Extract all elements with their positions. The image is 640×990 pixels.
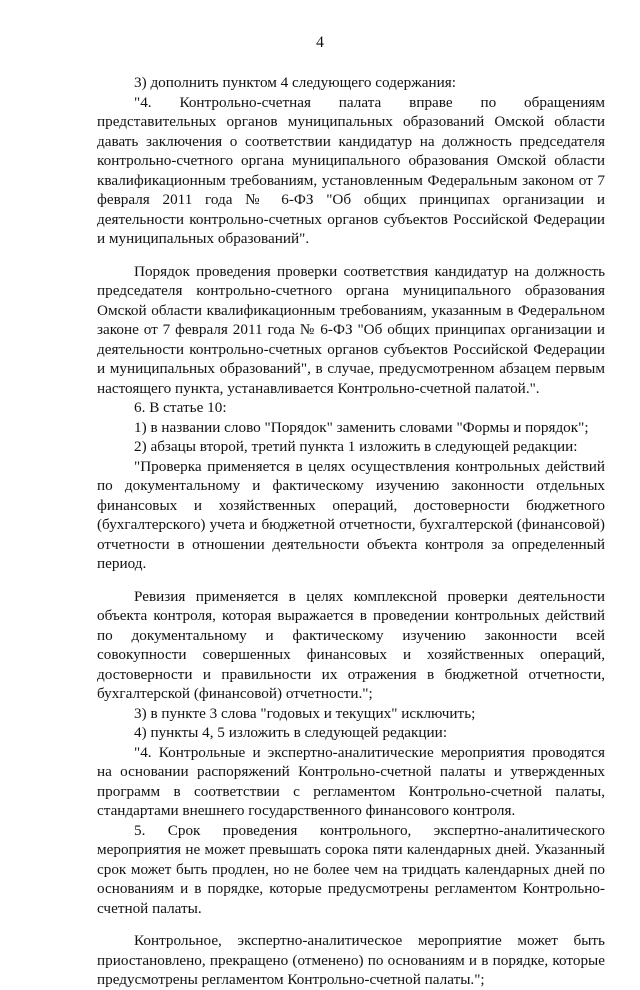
- paragraph-subitem-1: 1) в названии слово "Порядок" заменить словами "Формы и порядок";: [134, 418, 589, 436]
- paragraph-article-10: 6. В статье 10:: [134, 399, 227, 416]
- paragraph-subitem-4: 4) пункты 4, 5 изложить в следующей редакции:: [134, 724, 448, 741]
- paragraph-subitem-2: 2) абзацы второй, третий пункта 1 изложить в следующей редакции:: [134, 438, 578, 455]
- paragraph-quoted-point-4: "4. Контрольно-счетная палата вправе по обращениям представительных органов муниципальных образований Омской области давать заключения о соответствии кандидатур на должность председателя контрольно-счетного органа муниципального образования Омской области квалификационным требованиям, установленным Федеральным законом от 7 февраля 2011 года № 6-ФЗ "Об общих принципах организации и деятельности контрольно-счетных органов субъектов Российской Федерации и муниципальных образований".: [97, 93, 605, 247]
- page-number: 4: [316, 34, 324, 51]
- paragraph-item-3: 3) дополнить пунктом 4 следующего содержания:: [134, 74, 456, 91]
- paragraph-audit-definition: Ревизия применяется в целях комплексной проверки деятельности объекта контроля, которая выражается в проведении контрольных действий по документальному и фактическому изучению законности всей совокупности совершенных финансовых и хозяйственных операций, достоверности и правильности их отражения в бюджетной отчетности, бухгалтерской (финансовой) отчетности.";: [97, 587, 605, 702]
- paragraph-verification-procedure: Порядок проведения проверки соответствия кандидатур на должность председателя контрольно-счетного органа муниципального образования Омской области квалификационным требованиям, указанным в Федеральном законе от 7 февраля 2011 года № 6-ФЗ "Об общих принципах организации и деятельности контрольно-счетных органов субъектов Российской Федерации и муниципальных образований", в случае, предусмотренном абзацем первым настоящего пункта, устанавливается Контрольно-счетной палатой.".: [97, 262, 605, 397]
- paragraph-point-4-measures: "4. Контрольные и экспертно-аналитические мероприятия проводятся на основании распоряжений Контрольно-счетной палаты и утвержденных программ в соответствии с регламентом Контрольно-счетной палаты, стандартами внешнего государственного финансового контроля.: [97, 743, 605, 819]
- paragraph-subitem-3: 3) в пункте 3 слова "годовых и текущих" исключить;: [134, 704, 476, 722]
- paragraph-inspection-definition: "Проверка применяется в целях осуществления контрольных действий по документальному и фактическому изучению законности отдельных финансовых и хозяйственных операций, достоверности бюджетного (бухгалтерского) учета и бюджетной отчетности, бухгалтерской (финансовой) отчетности в отношении деятельности объекта контроля за определенный период.: [97, 457, 605, 572]
- paragraph-suspension: Контрольное, экспертно-аналитическое мероприятие может быть приостановлено, прекращено (отменено) по основаниям и в порядке, которые предусмотрены регламентом Контрольно-счетной палаты.";: [97, 932, 605, 988]
- document-body: [97, 73, 605, 990]
- paragraph-point-5-term: 5. Срок проведения контрольного, экспертно-аналитического мероприятия не может превышать сорока пяти календарных дней. Указанный срок может быть продлен, но не более чем на тридцать календарных дней по основаниям и в порядке, которые предусмотрены регламентом Контрольно-счетной палаты.: [97, 821, 605, 917]
